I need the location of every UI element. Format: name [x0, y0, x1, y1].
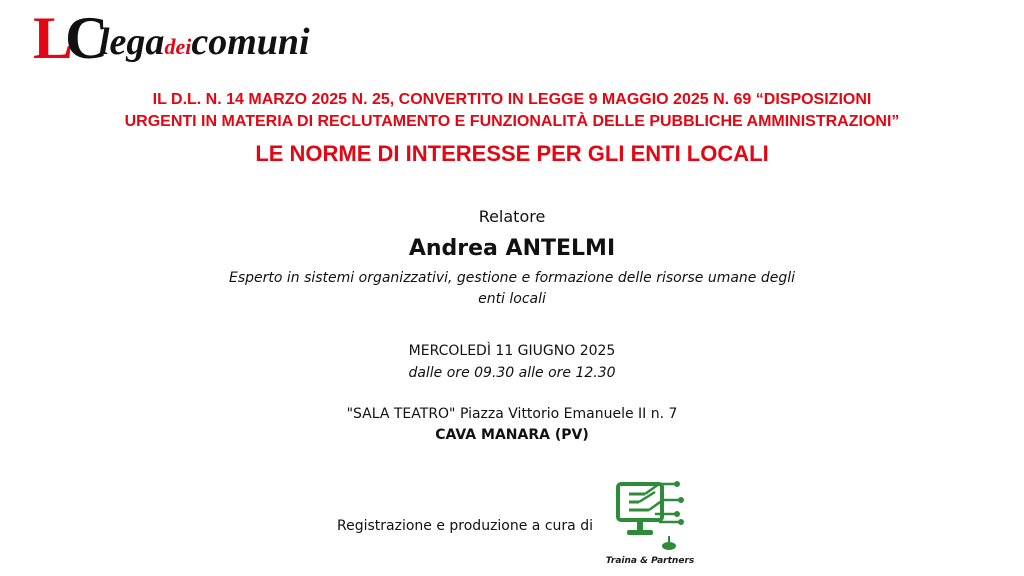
- traina-partners-logo: [595, 480, 705, 572]
- speaker-description: Esperto in sistemi organizzativi, gestione e formazione delle risorse umane degli enti locali: [228, 270, 796, 307]
- decree-title: IL D.L. N. 14 MARZO 2025 N. 25, CONVERTITO IN LEGGE 9 MAGGIO 2025 N. 69 “DISPOSIZIONI URGENTI IN MATERIA DI RECLUTAMENTO E FUNZIONALITÀ DELLE PUBBLICHE AMMINISTRAZIONI”: [124, 91, 900, 130]
- speaker-label: Relatore: [478, 207, 546, 226]
- legadeicomuni-logo: [33, 5, 363, 71]
- partner-name: Traina & Partners: [605, 556, 695, 566]
- event-date: MERCOLEDÌ 11 GIUGNO 2025: [408, 343, 616, 359]
- lc-monogram: LC: [33, 5, 101, 71]
- logo-wordmark: legadeicomuni: [99, 21, 310, 63]
- speaker-name: Andrea ANTELMI: [408, 236, 616, 261]
- registration-credit: Registrazione e produzione a cura di: [337, 518, 593, 534]
- computer-circuit-icon: [615, 480, 685, 554]
- event-time: dalle ore 09.30 alle ore 12.30: [408, 365, 616, 381]
- event-venue: "SALA TEATRO" Piazza Vittorio Emanuele II n. 7: [346, 406, 678, 422]
- event-subtitle: LE NORME DI INTERESSE PER GLI ENTI LOCALI: [255, 141, 769, 166]
- event-city: CAVA MANARA (PV): [435, 427, 589, 443]
